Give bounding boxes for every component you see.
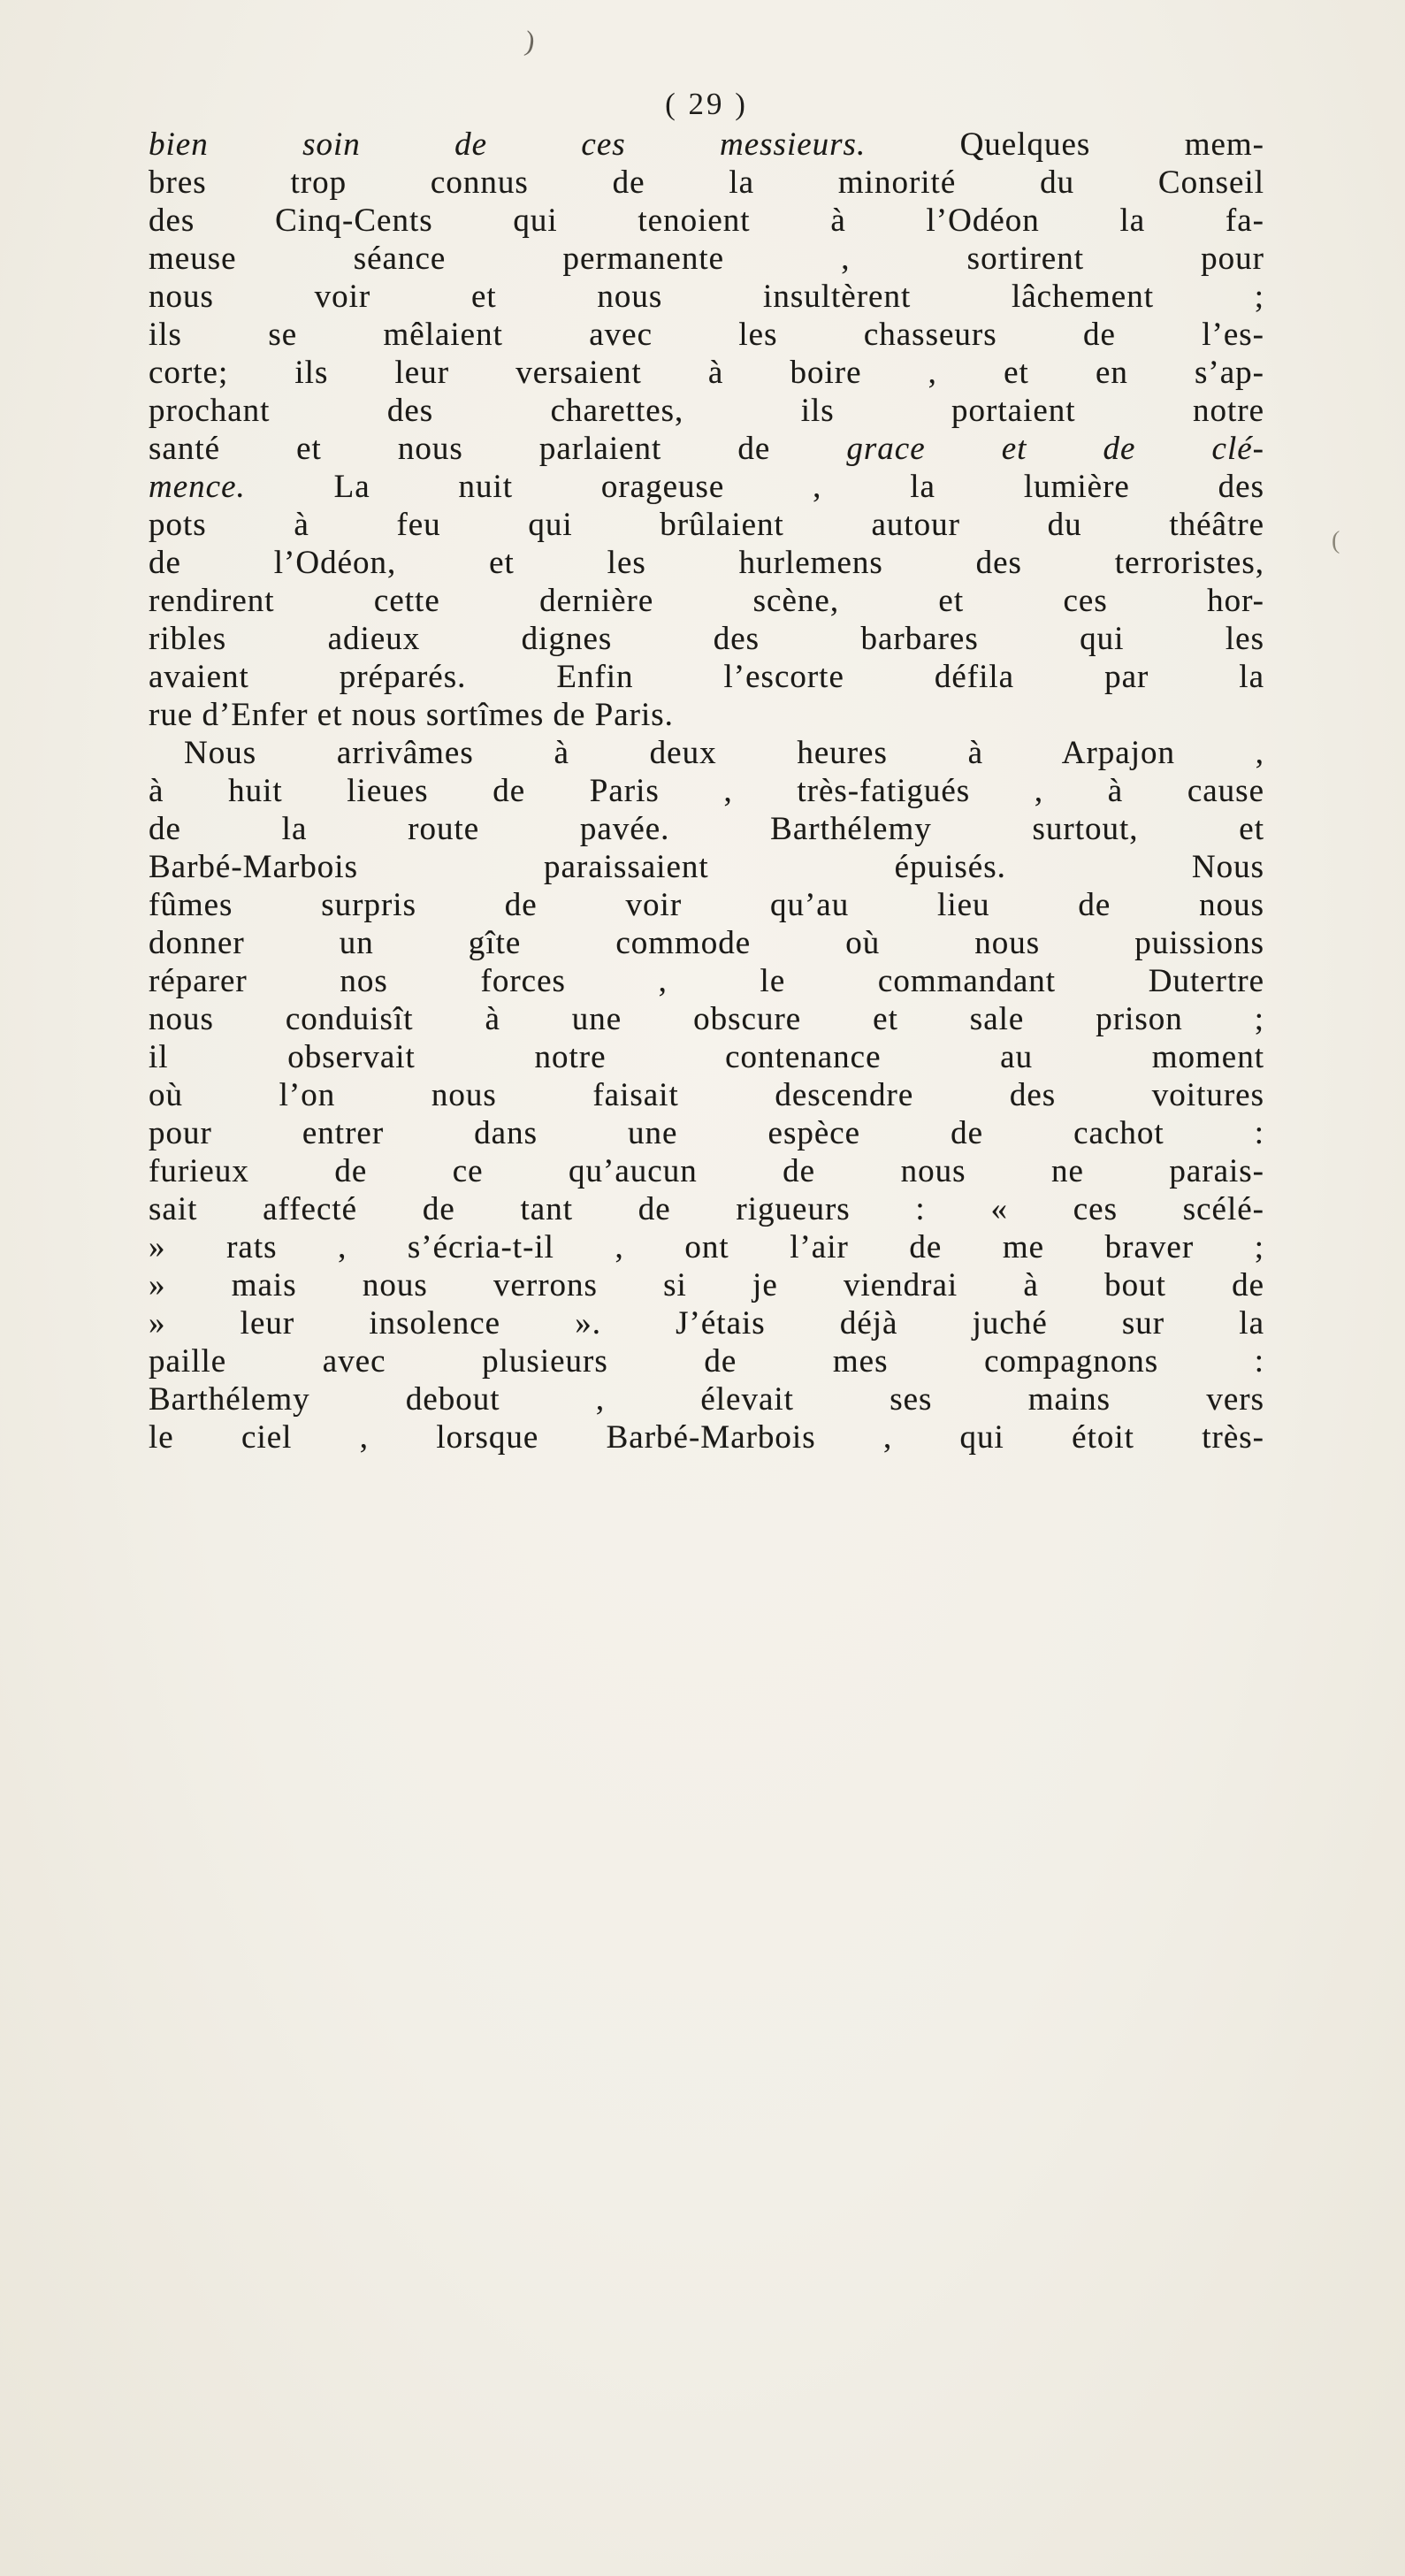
text-line [149,278,1264,316]
text-line [149,1380,1264,1418]
text-line [149,544,1264,582]
stray-ink-mark-top: ) [523,24,538,57]
text-line [149,886,1264,924]
text-line [149,810,1264,848]
text-run: réparer nos forces , le commandant Dutertre [149,963,1264,999]
text-line [149,1114,1264,1152]
text-line [149,962,1264,1000]
text-line [149,1152,1264,1190]
text-line [149,1304,1264,1342]
text-line [149,1228,1264,1266]
stray-ink-mark-right: ( [1332,527,1340,554]
text-line [149,924,1264,962]
text-line [149,354,1264,392]
italic-text-run: mence. [149,469,246,505]
text-run: Barthélemy debout , élevait ses mains vers [149,1381,1264,1418]
text-block [149,85,1264,1456]
text-line [149,582,1264,620]
text-run: sait affecté de tant de rigueurs : « ces scélé- [149,1191,1264,1227]
text-run: » leur insolence ». J’étais déjà juché sur la [149,1305,1264,1342]
text-run: prochant des charettes, ils portaient notre [149,393,1264,429]
text-run: La nuit orageuse , la lumière des [245,469,1264,505]
text-run: de la route pavée. Barthélemy surtout, et [149,811,1264,847]
text-line [149,506,1264,544]
text-run: » mais nous verrons si je viendrai à bout de [149,1267,1264,1303]
text-line [149,392,1264,430]
text-run: furieux de ce qu’aucun de nous ne parais- [149,1153,1264,1189]
text-run: corte; ils leur versaient à boire , et en s’ap- [149,355,1264,391]
text-line [149,1000,1264,1038]
text-line [149,734,1264,772]
text-line [149,696,1264,734]
text-run: santé et nous parlaient de [149,431,847,467]
text-line [149,772,1264,810]
text-line [149,1190,1264,1228]
text-line [149,240,1264,278]
text-run: il observait notre contenance au moment [149,1039,1264,1075]
text-line [149,620,1264,658]
text-run: rue d’Enfer et nous sortîmes de Paris. [149,697,674,733]
text-run: fûmes surpris de voir qu’au lieu de nous [149,887,1264,923]
text-line [149,1038,1264,1076]
text-line [149,1076,1264,1114]
text-run: de l’Odéon, et les hurlemens des terroristes, [149,545,1264,581]
text-line [149,202,1264,240]
text-run: où l’on nous faisait descendre des voitures [149,1077,1264,1113]
text-run: ils se mêlaient avec les chasseurs de l’es- [149,317,1264,353]
text-run: » rats , s’écria-t-il , ont l’air de me braver ; [149,1229,1264,1265]
text-run: meuse séance permanente , sortirent pour [149,241,1264,277]
text-run: pots à feu qui brûlaient autour du théâtre [149,507,1264,543]
text-line [149,316,1264,354]
text-line [149,1418,1264,1456]
text-run: Nous arrivâmes à deux heures à Arpajon , [184,735,1264,771]
text-line [149,430,1264,468]
text-line [149,848,1264,886]
text-line [149,126,1264,164]
text-run: avaient préparés. Enfin l’escorte défila par la [149,659,1264,695]
text-line [149,1342,1264,1380]
text-line [149,1266,1264,1304]
text-run: donner un gîte commode où nous puissions [149,925,1264,961]
text-body [149,126,1264,1456]
text-run: des Cinq-Cents qui tenoient à l’Odéon la fa- [149,203,1264,239]
text-run: Quelques mem- [866,126,1264,163]
text-line [149,468,1264,506]
text-run: nous conduisît à une obscure et sale prison ; [149,1001,1264,1037]
text-run: paille avec plusieurs de mes compagnons : [149,1343,1264,1380]
text-run: à huit lieues de Paris , très-fatigués , à cause [149,773,1264,809]
text-run: le ciel , lorsque Barbé-Marbois , qui étoit très- [149,1419,1264,1456]
text-line [149,164,1264,202]
page-number: ( 29 ) [665,87,748,121]
text-run: nous voir et nous insultèrent lâchement ; [149,279,1264,315]
text-run: rendirent cette dernière scène, et ces hor- [149,583,1264,619]
text-line [149,658,1264,696]
text-run: bres trop connus de la minorité du Conseil [149,164,1264,201]
italic-text-run: bien soin de ces messieurs. [149,126,867,163]
italic-text-run: grace et de clé- [846,431,1264,467]
text-run: pour entrer dans une espèce de cachot : [149,1115,1264,1151]
text-run: ribles adieux dignes des barbares qui les [149,621,1264,657]
text-run: Barbé-Marbois paraissaient épuisés. Nous [149,849,1264,885]
